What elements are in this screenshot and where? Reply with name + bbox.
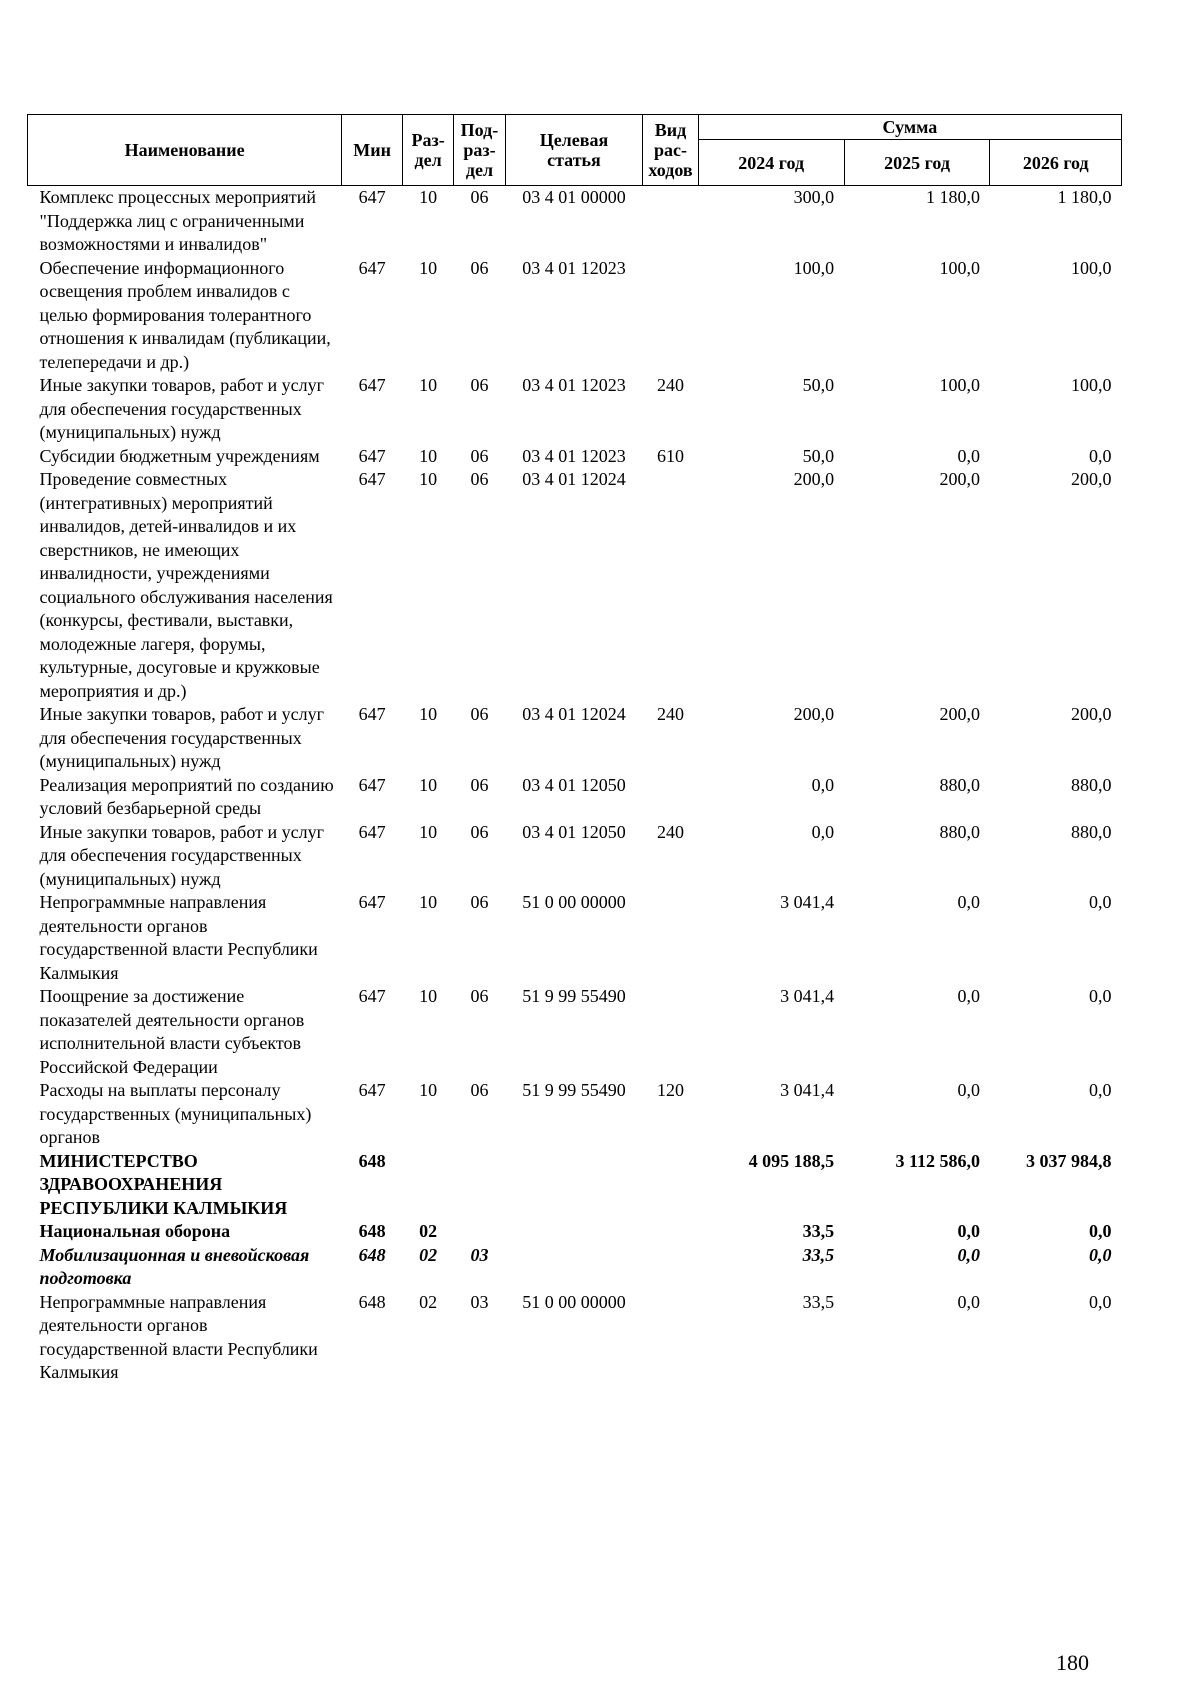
cell-name: МИНИСТЕРСТВО ЗДРАВООХРАНЕНИЯ РЕСПУБЛИКИ КАЛМЫКИЯ bbox=[39, 1150, 288, 1218]
cell-podrazdel: 06 bbox=[470, 986, 489, 1006]
table-row bbox=[28, 374, 1122, 445]
cell-target-article: 03 4 01 00000 bbox=[522, 187, 626, 207]
cell-razdel: 10 bbox=[419, 1080, 438, 1100]
cell-expense-type bbox=[643, 1220, 698, 1244]
cell-razdel: 10 bbox=[419, 375, 438, 395]
table-row bbox=[28, 821, 1122, 892]
cell-name: Субсидии бюджетным учреждениям bbox=[39, 445, 320, 466]
table-row bbox=[28, 1291, 1122, 1385]
table-row bbox=[28, 1244, 1122, 1291]
cell-podrazdel: 06 bbox=[470, 774, 489, 795]
cell-name: Иные закупки товаров, работ и услуг для обеспечения государственных (муниципальных) нужд bbox=[39, 704, 324, 771]
cell-amount-2026: 100,0 bbox=[1071, 375, 1112, 395]
table-row bbox=[28, 186, 1122, 257]
cell-amount-2024: 3 041,4 bbox=[780, 986, 835, 1006]
cell-razdel: 02 bbox=[419, 1221, 438, 1241]
cell-amount-2025: 880,0 bbox=[939, 774, 980, 795]
budget-table bbox=[27, 114, 1122, 1385]
table-row bbox=[28, 774, 1122, 821]
cell-razdel: 10 bbox=[419, 257, 438, 278]
cell-expense-type bbox=[643, 1291, 698, 1385]
header-name: Наименование bbox=[28, 115, 342, 186]
cell-min: 647 bbox=[358, 892, 386, 912]
cell-amount-2024: 100,0 bbox=[793, 257, 835, 278]
cell-razdel: 10 bbox=[419, 187, 438, 207]
cell-amount-2025: 200,0 bbox=[939, 469, 980, 489]
header-year-2026: 2026 год bbox=[990, 140, 1122, 186]
cell-amount-2025: 0,0 bbox=[957, 892, 980, 912]
cell-amount-2025: 880,0 bbox=[939, 821, 980, 842]
cell-name: Иные закупки товаров, работ и услуг для обеспечения государственных (муниципальных) нужд bbox=[39, 821, 324, 889]
cell-expense-type bbox=[643, 774, 698, 821]
cell-min: 647 bbox=[358, 1080, 386, 1100]
cell-razdel: 10 bbox=[419, 774, 438, 795]
cell-name: Иные закупки товаров, работ и услуг для обеспечения государственных (муниципальных) нужд bbox=[39, 375, 324, 442]
cell-expense-type: 240 bbox=[657, 821, 685, 842]
cell-expense-type bbox=[643, 468, 698, 703]
cell-min: 647 bbox=[358, 445, 386, 466]
cell-razdel: 02 bbox=[419, 1244, 438, 1265]
cell-razdel: 10 bbox=[419, 821, 438, 842]
cell-target-article: 03 4 01 12024 bbox=[522, 704, 626, 724]
cell-amount-2024: 300,0 bbox=[793, 187, 835, 207]
cell-amount-2024: 200,0 bbox=[793, 704, 835, 724]
cell-amount-2026: 0,0 bbox=[1089, 445, 1112, 466]
cell-min: 647 bbox=[358, 469, 386, 489]
cell-target-article: 51 9 99 55490 bbox=[522, 986, 626, 1006]
cell-min: 648 bbox=[358, 1150, 386, 1171]
cell-amount-2025: 1 180,0 bbox=[925, 187, 980, 207]
cell-podrazdel: 06 bbox=[470, 892, 489, 912]
cell-name: Поощрение за достижение показателей деятельности органов исполнительной власти субъектов Российской Федерации bbox=[39, 986, 305, 1077]
cell-min: 647 bbox=[358, 375, 386, 395]
cell-amount-2024: 33,5 bbox=[802, 1221, 835, 1241]
cell-name: Непрограммные направления деятельности органов государственной власти Республики Калмыкия bbox=[39, 1291, 318, 1382]
cell-min: 647 bbox=[358, 986, 386, 1006]
cell-expense-type bbox=[643, 1150, 698, 1221]
cell-razdel: 10 bbox=[419, 986, 438, 1006]
cell-razdel: 10 bbox=[419, 892, 438, 912]
header-razdel: Раз- дел bbox=[402, 115, 453, 186]
header-year-2024: 2024 год bbox=[698, 140, 844, 186]
cell-razdel: 02 bbox=[419, 1291, 438, 1312]
cell-amount-2026: 880,0 bbox=[1071, 821, 1112, 842]
header-min: Мин bbox=[342, 115, 403, 186]
cell-expense-type bbox=[643, 985, 698, 1079]
cell-razdel: 10 bbox=[419, 704, 438, 724]
cell-amount-2025: 200,0 bbox=[939, 704, 980, 724]
table-row bbox=[28, 985, 1122, 1079]
cell-amount-2025: 0,0 bbox=[957, 445, 980, 466]
cell-name: Комплекс процессных мероприятий "Поддержка лиц с ограниченными возможностями и инвалидов" bbox=[39, 187, 317, 254]
cell-amount-2025: 100,0 bbox=[939, 375, 980, 395]
cell-podrazdel: 06 bbox=[470, 257, 489, 278]
cell-target-article: 51 0 00 00000 bbox=[522, 892, 626, 912]
header-podrazdel: Под- раз- дел bbox=[454, 115, 505, 186]
page-number: 180 bbox=[1056, 1650, 1089, 1675]
cell-amount-2025: 3 112 586,0 bbox=[895, 1150, 980, 1171]
cell-min: 647 bbox=[358, 257, 386, 278]
header-year-2025: 2025 год bbox=[844, 140, 990, 186]
cell-amount-2024: 3 041,4 bbox=[780, 1080, 835, 1100]
cell-expense-type bbox=[643, 891, 698, 985]
cell-amount-2025: 100,0 bbox=[939, 257, 980, 278]
cell-razdel bbox=[402, 1150, 453, 1221]
cell-amount-2024: 50,0 bbox=[802, 445, 835, 466]
table-row bbox=[28, 1150, 1122, 1221]
cell-podrazdel bbox=[454, 1150, 505, 1221]
cell-amount-2024: 0,0 bbox=[811, 774, 835, 795]
cell-podrazdel: 06 bbox=[470, 469, 489, 489]
cell-name: Национальная оборона bbox=[39, 1221, 231, 1241]
cell-amount-2025: 0,0 bbox=[957, 1080, 980, 1100]
table-row bbox=[28, 703, 1122, 774]
cell-target-article bbox=[505, 1220, 643, 1244]
cell-expense-type: 120 bbox=[657, 1080, 685, 1100]
cell-name: Проведение совместных (интегративных) мероприятий инвалидов, детей-инвалидов и их сверстников, не имеющих инвалидности, учреждениями социального обслуживания населения (конкурсы, фестивали, выставки, молодежные лагеря, форумы, культурные, досуговые и кружковые мероприятия и др.) bbox=[39, 469, 333, 701]
cell-amount-2026: 0,0 bbox=[1089, 1291, 1112, 1312]
cell-target-article: 03 4 01 12023 bbox=[522, 445, 626, 466]
cell-expense-type bbox=[643, 1244, 698, 1291]
cell-amount-2024: 0,0 bbox=[811, 821, 835, 842]
cell-podrazdel: 03 bbox=[470, 1291, 489, 1312]
cell-min: 648 bbox=[358, 1244, 386, 1265]
cell-target-article: 03 4 01 12050 bbox=[522, 774, 626, 795]
cell-name: Расходы на выплаты персоналу государственных (муниципальных) органов bbox=[39, 1080, 312, 1147]
cell-target-article: 03 4 01 12024 bbox=[522, 469, 626, 489]
cell-amount-2025: 0,0 bbox=[957, 1291, 980, 1312]
table-row bbox=[28, 891, 1122, 985]
cell-target-article: 03 4 01 12023 bbox=[522, 257, 626, 278]
cell-amount-2025: 0,0 bbox=[957, 986, 980, 1006]
cell-target-article bbox=[505, 1150, 643, 1221]
cell-amount-2026: 200,0 bbox=[1071, 469, 1112, 489]
table-row bbox=[28, 445, 1122, 469]
cell-name: Обеспечение информационного освещения проблем инвалидов с целью формирования толерантного отношения к инвалидам (публикации, телепередачи и др.) bbox=[39, 257, 331, 372]
cell-name: Реализация мероприятий по созданию условий безбарьерной среды bbox=[39, 774, 334, 818]
cell-min: 647 bbox=[358, 821, 386, 842]
header-summa: Сумма bbox=[698, 115, 1121, 140]
cell-amount-2026: 0,0 bbox=[1089, 1080, 1112, 1100]
cell-expense-type: 240 bbox=[657, 375, 685, 395]
cell-amount-2026: 1 180,0 bbox=[1057, 187, 1112, 207]
cell-expense-type: 610 bbox=[657, 445, 685, 466]
cell-target-article: 03 4 01 12050 bbox=[522, 821, 626, 842]
cell-min: 647 bbox=[358, 704, 386, 724]
cell-amount-2026: 0,0 bbox=[1089, 892, 1112, 912]
header-vid: Вид рас- ходов bbox=[643, 115, 698, 186]
cell-razdel: 10 bbox=[419, 469, 438, 489]
table-row bbox=[28, 468, 1122, 703]
cell-amount-2024: 50,0 bbox=[802, 375, 835, 395]
cell-expense-type bbox=[643, 186, 698, 257]
cell-amount-2026: 3 037 984,8 bbox=[1026, 1150, 1112, 1171]
cell-podrazdel bbox=[454, 1220, 505, 1244]
table-row bbox=[28, 1079, 1122, 1150]
cell-min: 648 bbox=[358, 1291, 386, 1312]
cell-amount-2024: 33,5 bbox=[802, 1244, 835, 1265]
cell-amount-2026: 0,0 bbox=[1089, 1221, 1112, 1241]
cell-amount-2026: 0,0 bbox=[1089, 986, 1112, 1006]
cell-name: Непрограммные направления деятельности органов государственной власти Республики Калмыкия bbox=[39, 892, 318, 983]
cell-target-article: 51 9 99 55490 bbox=[522, 1080, 626, 1100]
cell-min: 647 bbox=[358, 774, 386, 795]
cell-amount-2026: 880,0 bbox=[1071, 774, 1112, 795]
cell-expense-type bbox=[643, 257, 698, 375]
cell-amount-2025: 0,0 bbox=[957, 1244, 980, 1265]
cell-target-article bbox=[505, 1244, 643, 1291]
cell-podrazdel: 03 bbox=[470, 1244, 489, 1265]
cell-podrazdel: 06 bbox=[470, 1080, 489, 1100]
cell-amount-2025: 0,0 bbox=[957, 1221, 980, 1241]
header-target: Целевая статья bbox=[505, 115, 643, 186]
cell-podrazdel: 06 bbox=[470, 187, 489, 207]
cell-name: Мобилизационная и вневойсковая подготовка bbox=[39, 1244, 310, 1288]
cell-amount-2024: 200,0 bbox=[793, 469, 835, 489]
cell-podrazdel: 06 bbox=[470, 821, 489, 842]
cell-amount-2026: 200,0 bbox=[1071, 704, 1112, 724]
cell-min: 648 bbox=[358, 1221, 386, 1241]
cell-amount-2026: 100,0 bbox=[1071, 257, 1112, 278]
cell-target-article: 51 0 00 00000 bbox=[522, 1291, 626, 1312]
cell-razdel: 10 bbox=[419, 445, 438, 466]
cell-podrazdel: 06 bbox=[470, 704, 489, 724]
cell-target-article: 03 4 01 12023 bbox=[522, 375, 626, 395]
cell-podrazdel: 06 bbox=[470, 375, 489, 395]
cell-min: 647 bbox=[358, 187, 386, 207]
table-row bbox=[28, 1220, 1122, 1244]
table-row bbox=[28, 257, 1122, 375]
cell-podrazdel: 06 bbox=[470, 445, 489, 466]
cell-amount-2024: 33,5 bbox=[802, 1291, 835, 1312]
cell-amount-2024: 4 095 188,5 bbox=[748, 1150, 835, 1171]
cell-amount-2024: 3 041,4 bbox=[780, 892, 835, 912]
cell-amount-2026: 0,0 bbox=[1089, 1244, 1112, 1265]
cell-expense-type: 240 bbox=[657, 704, 685, 724]
